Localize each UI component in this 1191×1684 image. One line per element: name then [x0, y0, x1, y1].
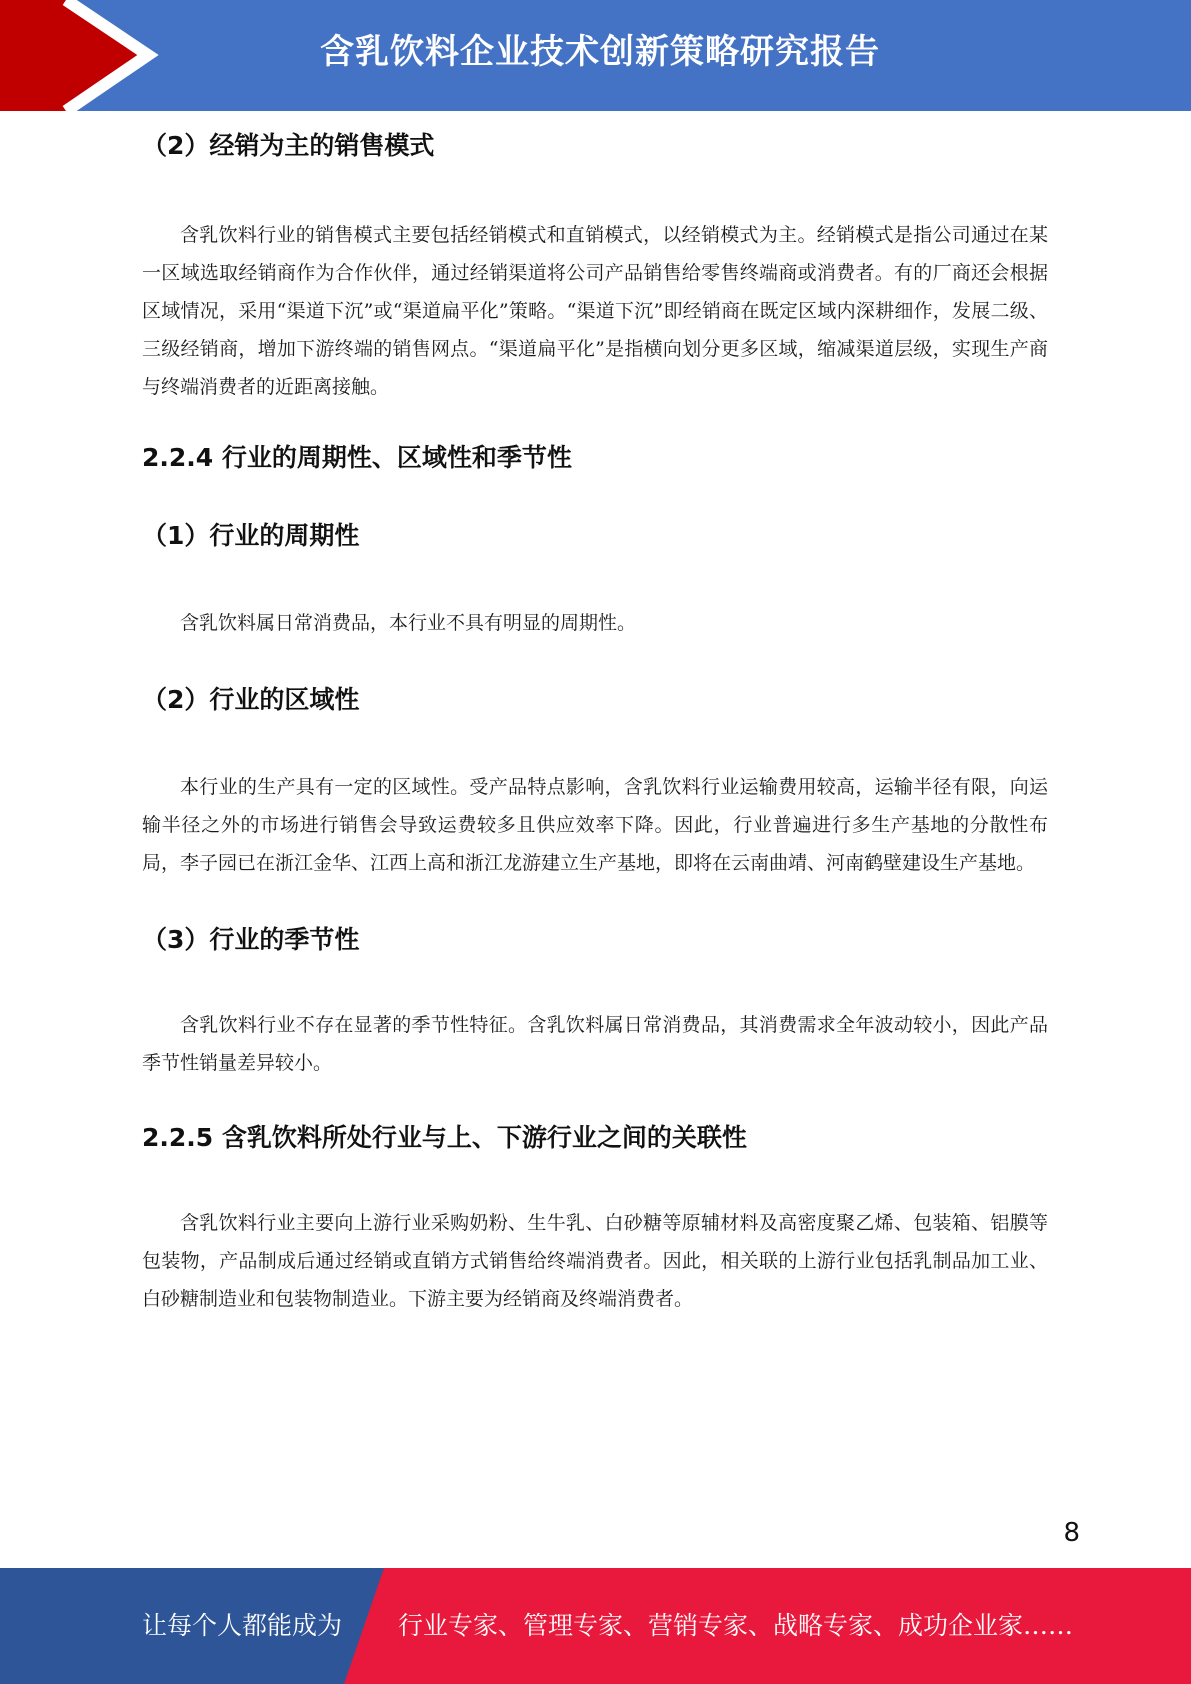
section-cyclicality	[142, 518, 1048, 642]
document-body	[142, 120, 1048, 1318]
section-seasonality	[142, 922, 1048, 1082]
section-regionality	[142, 682, 1048, 882]
page-number: 8	[1063, 1518, 1080, 1548]
page-footer	[0, 1568, 1191, 1684]
paragraph-seasonality: 含乳饮料行业不存在显著的季节性特征。含乳饮料属日常消费品，其消费需求全年波动较小，因此产品季节性销量差异较小。	[142, 1014, 1048, 1074]
section-heading-2-2-4: 2.2.4 行业的周期性、区域性和季节性	[142, 443, 572, 472]
paragraph-regionality: 本行业的生产具有一定的区域性。受产品特点影响，含乳饮料行业运输费用较高，运输半径有限，向运输半径之外的市场进行销售会导致运费较多且供应效率下降。因此，行业普遍进行多生产基地的分散性布局，李子园已在浙江金华、江西上高和浙江龙游建立生产基地，即将在云南曲靖、河南鹤壁建设生产基地。	[142, 776, 1048, 874]
footer-slogan-right: 行业专家、管理专家、营销专家、战略专家、成功企业家……	[398, 1611, 1074, 1640]
footer-slogan-left: 让每个人都能成为	[142, 1611, 343, 1640]
section-heading-2-2-5: 2.2.5 含乳饮料所处行业与上、下游行业之间的关联性	[142, 1123, 747, 1152]
report-title: 含乳饮料企业技术创新策略研究报告	[320, 32, 880, 72]
paragraph-cyclicality: 含乳饮料属日常消费品，本行业不具有明显的周期性。	[180, 612, 637, 634]
section-2-2-4	[142, 440, 1048, 476]
subheading-seasonality: （3）行业的季节性	[142, 925, 360, 954]
paragraph-sales-model: 含乳饮料行业的销售模式主要包括经销模式和直销模式，以经销模式为主。经销模式是指公司通过在某一区域选取经销商作为合作伙伴，通过经销渠道将公司产品销售给零售终端商或消费者。有的厂商还会根据区域情况，采用“渠道下沉”或“渠道扁平化”策略。“渠道下沉”即经销商在既定区域内深耕细作，发展二级、三级经销商，增加下游终端的销售网点。“渠道扁平化”是指横向划分更多区域，缩减渠道层级，实现生产商与终端消费者的近距离接触。	[142, 224, 1048, 398]
subheading-regionality: （2）行业的区域性	[142, 685, 360, 714]
section-2-2-5	[142, 1120, 1048, 1318]
page-header	[0, 0, 1191, 111]
paragraph-upstream-downstream: 含乳饮料行业主要向上游行业采购奶粉、生牛乳、白砂糖等原辅材料及高密度聚乙烯、包装箱、铝膜等包装物，产品制成后通过经销或直销方式销售给终端消费者。因此，相关联的上游行业包括乳制品加工业、白砂糖制造业和包装物制造业。下游主要为经销商及终端消费者。	[142, 1212, 1048, 1310]
subheading-sales-model: （2）经销为主的销售模式	[142, 131, 435, 160]
section-sales-model	[142, 128, 1048, 406]
subheading-cyclicality: （1）行业的周期性	[142, 521, 360, 550]
